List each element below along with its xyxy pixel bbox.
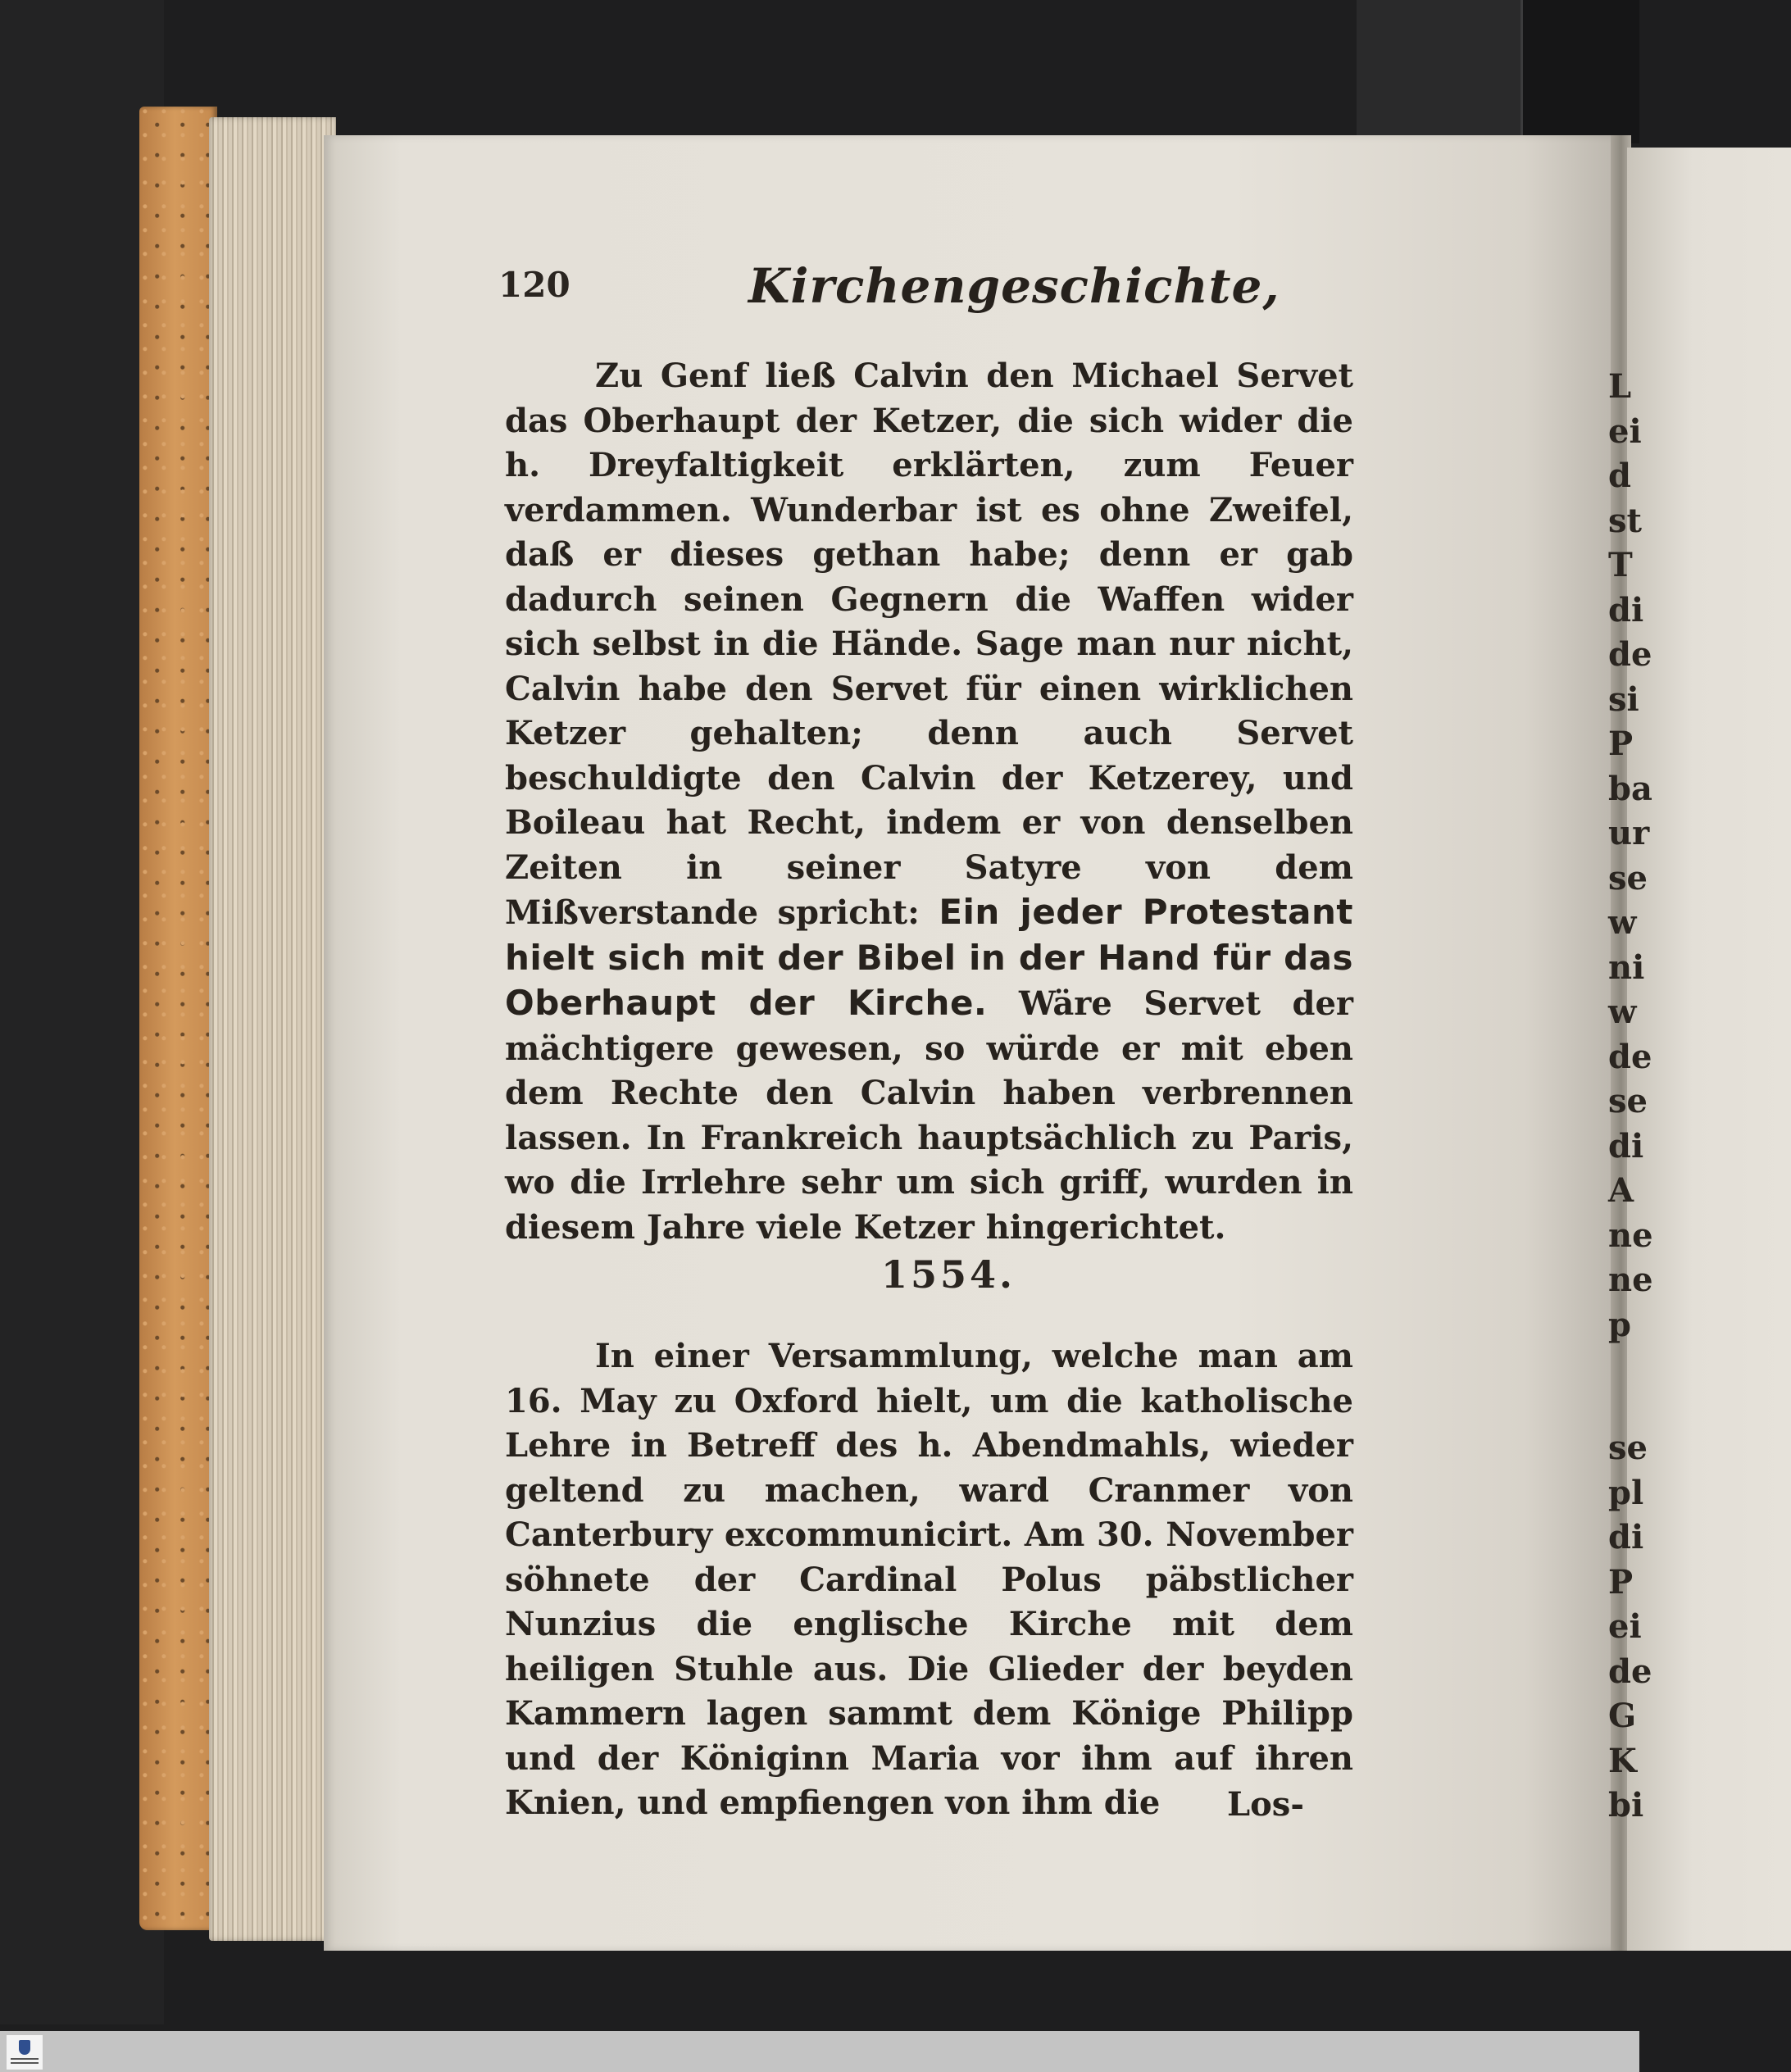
library-shield-icon[interactable] [7, 2035, 43, 2070]
facing-fragment: P [1608, 1562, 1634, 1602]
facing-fragment: ur [1608, 814, 1650, 852]
facing-fragment: se [1608, 1082, 1648, 1120]
page-edges [209, 117, 336, 1941]
paragraph-1-text: Zu Genf ließ Calvin den Michael Servet das Oberhaupt der Ketzer, die sich wider die h. Dreyfaltigkeit erklärten, zum Feuer verdammen. Wunderbar ist es ohne Zweifel, daß er dieses gethan habe; denn er gab dadurch seinen Gegnern die Waffen wider sich selbst in die Hände. Sage man nur nicht, Calvin habe den Servet für einen wirklichen Ketzer gehalten; denn auch Servet beschuldigte den Calvin der Ketzerey, und Boileau hat Recht, indem er von denselben Zeiten in seiner Satyre von dem Mißverstande spricht: [505, 357, 1353, 932]
facing-fragment: di [1608, 1126, 1644, 1166]
facing-fragment: ne [1608, 1261, 1653, 1299]
page-header [498, 258, 1347, 324]
facing-fragment: di [1608, 1518, 1644, 1556]
facing-fragment: A [1608, 1171, 1634, 1210]
paragraph-2 [505, 1334, 1353, 1826]
facing-fragment: P [1608, 725, 1634, 763]
catchword: Los- [1227, 1785, 1304, 1824]
right-page-partial [1627, 148, 1791, 1951]
book-cover-edge [139, 107, 217, 1930]
facing-page-text-bottom [1608, 1426, 1652, 1829]
facing-fragment: p [1608, 1305, 1631, 1344]
facing-fragment: L [1608, 367, 1632, 406]
facing-fragment: G [1608, 1697, 1637, 1735]
facing-fragment: pl [1608, 1473, 1644, 1512]
facing-fragment: di [1608, 590, 1644, 629]
boileau-quote: Ein jeder Protestant hielt sich mit der Bibel in der Hand für das Oberhaupt der Kirche. [505, 892, 1353, 1023]
facing-fragment: d [1608, 457, 1631, 495]
year-heading: 1554. [881, 1252, 1016, 1297]
facing-fragment: T [1608, 546, 1633, 584]
shield-icon [19, 2040, 30, 2055]
facing-fragment: ei [1608, 411, 1642, 451]
logo-text-lines [11, 2058, 39, 2060]
facing-fragment: ei [1608, 1607, 1642, 1646]
paragraph-1-text-continued: Wäre Servet der mächtigere gewesen, so würde er mit eben dem Rechte den Calvin haben verbrennen lassen. In Frankreich hauptsächlich zu Paris, wo die Irrlehre sehr um sich griff, wurden in diesem Jahre viele Ketzer hingerichtet. [505, 984, 1353, 1247]
facing-fragment: st [1608, 501, 1642, 540]
facing-fragment: ne [1608, 1215, 1653, 1255]
facing-fragment: de [1608, 635, 1652, 674]
facing-fragment: w [1608, 903, 1637, 942]
facing-fragment: si [1608, 679, 1639, 719]
facing-fragment: K [1608, 1741, 1637, 1780]
paragraph-2-text: In einer Versammlung, welche man am 16. May zu Oxford hielt, um die katholische Lehre in Betreff des h. Abendmahls, wieder geltend zu machen, ward Cranmer von Canterbury excommunicirt. Am 30. November söhnete der Cardinal Polus päbstlicher Nunzius die englische Kirche mit dem heiligen Stuhle aus. Die Glieder der beyden Kammern lagen sammt dem Könige Philipp und der Königinn Maria vor ihm auf ihren Knien, und empfiengen von ihm die [505, 1337, 1353, 1822]
running-head: Kirchengeschichte, [748, 258, 1280, 314]
paragraph-1 [505, 354, 1353, 1250]
viewer-footer-bar [0, 2031, 1639, 2072]
facing-fragment: ba [1608, 769, 1652, 808]
facing-fragment: de [1608, 1037, 1652, 1076]
facing-fragment: se [1608, 858, 1648, 897]
facing-fragment: w [1608, 993, 1637, 1031]
facing-page-text-top [1608, 365, 1653, 1347]
page-number: 120 [498, 265, 570, 305]
facing-fragment: ni [1608, 947, 1645, 987]
facing-fragment: se [1608, 1429, 1648, 1467]
facing-fragment: bi [1608, 1786, 1644, 1824]
facing-fragment: de [1608, 1652, 1652, 1691]
